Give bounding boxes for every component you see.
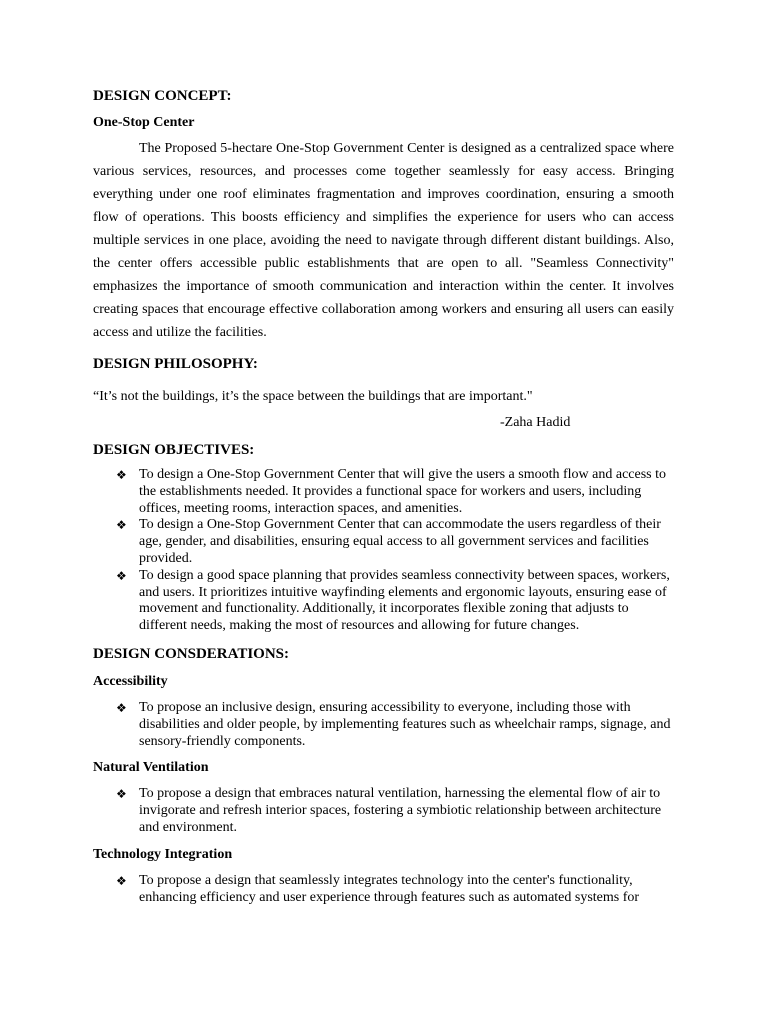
consideration-text: To propose an inclusive design, ensuring accessibility to everyone, including those with disabilities and older people, by implementing features such as wheelchair ramps, signage, and sensory-friendly components.	[139, 699, 671, 749]
objective-text: To design a good space planning that provides seamless connectivity between spaces, workers, and users. It prioritizes intuitive wayfinding elements and ergonomic layouts, ensuring ease of movement and functionality. Additionally, it incorporates flexible zoning that adjusts to different needs, making the most of resources and allowing for future changes.	[139, 567, 670, 634]
philosophy-quote: “It’s not the buildings, it’s the space between the buildings that are important."	[93, 389, 533, 404]
diamond-bullet-icon: ❖	[116, 518, 127, 533]
list-item	[93, 568, 674, 635]
document-page	[93, 86, 674, 906]
diamond-bullet-icon: ❖	[116, 787, 127, 802]
list-item	[93, 786, 674, 836]
design-philosophy-heading: DESIGN PHILOSOPHY:	[93, 356, 258, 372]
diamond-bullet-icon: ❖	[116, 468, 127, 482]
design-concept-heading: DESIGN CONCEPT:	[93, 88, 232, 104]
technology-list	[93, 873, 674, 907]
design-considerations-heading: DESIGN CONSDERATIONS:	[93, 645, 290, 662]
design-objectives-heading: DESIGN OBJECTIVES:	[93, 442, 255, 458]
list-item	[93, 700, 674, 750]
one-stop-center-subheading: One-Stop Center	[93, 115, 195, 130]
ventilation-list	[93, 786, 674, 836]
diamond-bullet-icon: ❖	[116, 700, 127, 715]
design-concept-paragraph: The Proposed 5-hectare One-Stop Government Center is designed as a centralized space where various services, resources, and processes come together seamlessly for easy access. Bringing everything under one roof eliminates fragmentation and improves coordination, ensuring a smooth flow of operations. This boosts efficiency and simplifies the experience for users who can access multiple services in one place, avoiding the need to navigate through different distant buildings. Also, the center offers accessible public establishments that are open to all. "Seamless Connectivity" emphasizes the importance of smooth communication and interaction within the center. It involves creating spaces that encourage effective collaboration among workers and ensuring all users can easily access and utilize the facilities.	[93, 141, 674, 340]
accessibility-subheading: Accessibility	[93, 673, 168, 689]
accessibility-list	[93, 700, 674, 750]
objective-text: To design a One-Stop Government Center that will give the users a smooth flow and access to the establishments needed. It provides a functional space for workers and users, including offices, meeting rooms, interaction spaces, and amenities.	[139, 467, 667, 516]
list-item	[93, 873, 674, 907]
objectives-list	[93, 467, 674, 635]
natural-ventilation-subheading: Natural Ventilation	[93, 760, 209, 776]
quote-author: -Zaha Hadid	[500, 415, 571, 430]
diamond-bullet-icon: ❖	[116, 873, 127, 888]
consideration-text: To propose a design that seamlessly integrates technology into the center's functionality, enhancing efficiency and user experience through features such as automated systems for	[139, 872, 640, 905]
list-item	[93, 517, 674, 567]
objective-text: To design a One-Stop Government Center that can accommodate the users regardless of their age, gender, and disabilities, ensuring equal access to all government services and facilities provided.	[139, 517, 661, 566]
list-item	[93, 467, 674, 517]
technology-integration-subheading: Technology Integration	[93, 846, 233, 862]
consideration-text: To propose a design that embraces natural ventilation, harnessing the elemental flow of air to invigorate and refresh interior spaces, fostering a symbiotic relationship between architecture and environment.	[139, 786, 662, 835]
diamond-bullet-icon: ❖	[116, 568, 127, 583]
